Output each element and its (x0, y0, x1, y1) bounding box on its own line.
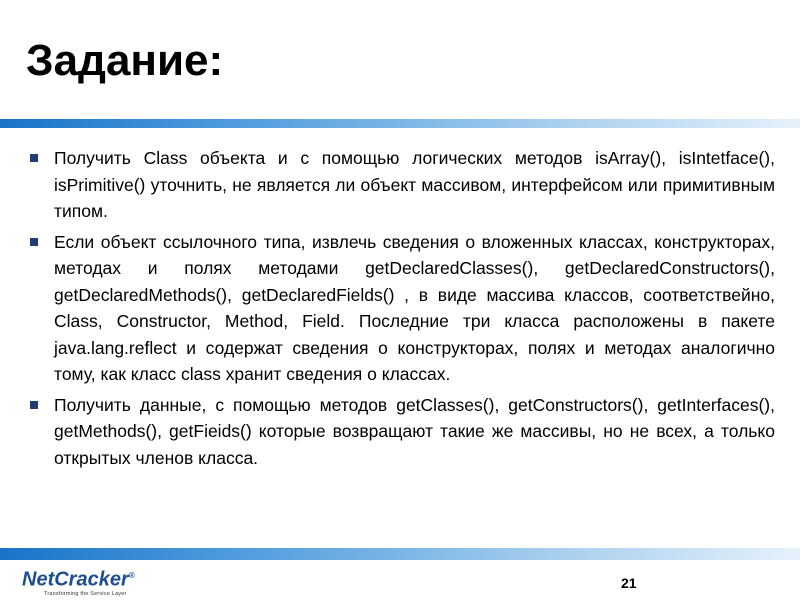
logo-name: NetCracker (22, 568, 129, 591)
slide-title: Задание: (26, 36, 224, 85)
bullet-item (30, 145, 775, 225)
bullet-text: Получить Class объекта и с помощью логических методов isArray(), isIntetface(), isPrimitive() уточнить, не является ли объект массивом, интерфейсом или примитивным типом. (54, 148, 775, 221)
registered-mark: ® (128, 571, 135, 580)
square-bullet-icon (30, 154, 38, 162)
footer-divider (0, 548, 800, 560)
bullet-text: Если объект ссылочного типа, извлечь сведения о вложенных классах, конструкторах, методах и полях методами getDeclaredClasses(), getDeclaredConstructors(), getDeclaredMethods(), getDeclaredFields() , в виде массива классов, соответствейно, Class, Constructor, Method, Field. Последние три класса расположены в пакете java.lang.reflect и содержат сведения о конструкторах, полях и методах аналогично тому, как класс class хранит сведения о классах. (54, 231, 775, 384)
netcracker-logo (22, 566, 135, 597)
logo-tagline: Transforming the Service Layer (44, 590, 127, 597)
page-number: 21 (621, 575, 637, 591)
bullet-list (30, 145, 775, 475)
bullet-text: Получить данные, с помощью методов getClasses(), getConstructors(), getInterfaces(), getMethods(), getFieids() которые возвращают такие же массивы, но не всех, а только открытых членов класса. (54, 394, 775, 468)
square-bullet-icon (30, 401, 38, 409)
square-bullet-icon (30, 238, 38, 246)
bullet-item (30, 229, 775, 388)
bullet-item (30, 392, 775, 472)
title-divider (0, 119, 800, 128)
